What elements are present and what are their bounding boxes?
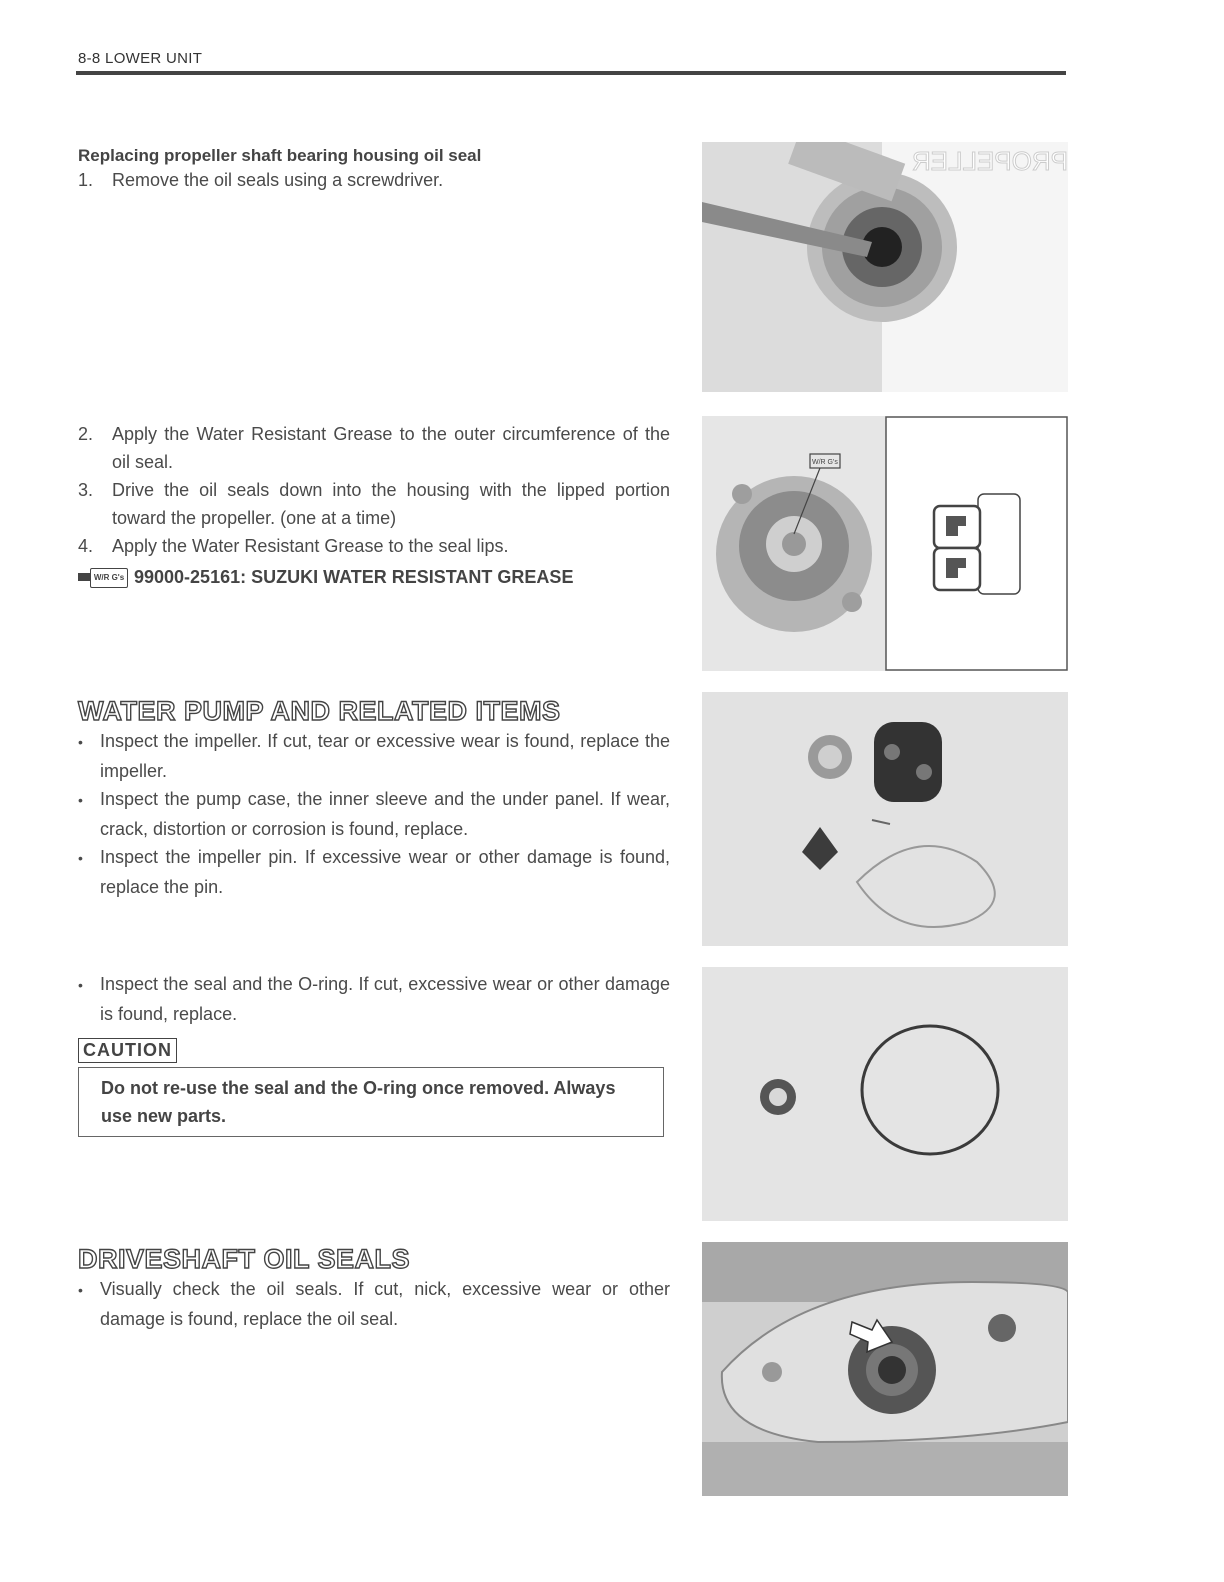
grease-spec bbox=[78, 566, 670, 588]
photo-seal-oring bbox=[702, 967, 1068, 1221]
grease-tube-icon: W/R G's bbox=[78, 566, 130, 588]
section-seal-oring bbox=[78, 970, 670, 1137]
caution-label: CAUTION bbox=[78, 1038, 177, 1063]
grease-part-number: 99000-25161: SUZUKI WATER RESISTANT GREASE bbox=[134, 566, 574, 587]
step-item: 4. Apply the Water Resistant Grease to the seal lips. bbox=[78, 536, 509, 556]
caution-box: Do not re-use the seal and the O-ring once removed. Always use new parts. bbox=[78, 1067, 664, 1137]
bullet-item: • Inspect the seal and the O-ring. If cut, excessive wear or other damage is found, replace. bbox=[78, 974, 670, 1024]
step-item: 2. Apply the Water Resistant Grease to the outer circumference of the oil seal. bbox=[78, 424, 670, 472]
bullet-item: • Inspect the impeller. If cut, tear or excessive wear is found, replace the impeller. bbox=[78, 731, 670, 781]
section-heading: WATER PUMP AND RELATED ITEMS bbox=[78, 696, 561, 726]
section-subheading: Replacing propeller shaft bearing housing oil seal bbox=[78, 146, 482, 165]
bullet-item: • Visually check the oil seals. If cut, nick, excessive wear or other damage is found, replace the oil seal. bbox=[78, 1279, 670, 1329]
bullet-item: • Inspect the impeller pin. If excessive wear or other damage is found, replace the pin. bbox=[78, 847, 670, 897]
section-driveshaft-seals bbox=[78, 1244, 670, 1333]
grease-tube-label: W/R G's bbox=[812, 459, 838, 466]
section-oil-seal-replacement bbox=[78, 146, 670, 194]
section-water-pump bbox=[78, 696, 670, 901]
bleed-through-text: PROPELLER bbox=[911, 146, 1068, 176]
step-item: 3. Drive the oil seals down into the housing with the lipped portion toward the propeller. (one at a time) bbox=[78, 480, 670, 528]
step-item: 1. Remove the oil seals using a screwdriver. bbox=[78, 170, 444, 190]
header-rule bbox=[76, 71, 1066, 75]
photo-driveshaft-housing bbox=[702, 1242, 1068, 1496]
photo-grease-application bbox=[702, 416, 1068, 671]
section-heading: DRIVESHAFT OIL SEALS bbox=[78, 1244, 411, 1274]
page-header: 8-8 LOWER UNIT bbox=[78, 50, 203, 67]
photo-water-pump-parts bbox=[702, 692, 1068, 946]
photo-seal-removal bbox=[702, 142, 1068, 392]
bullet-item: • Inspect the pump case, the inner sleeve and the under panel. If wear, crack, distortion or corrosion is found, replace. bbox=[78, 789, 670, 839]
section-oil-seal-steps bbox=[78, 420, 670, 588]
